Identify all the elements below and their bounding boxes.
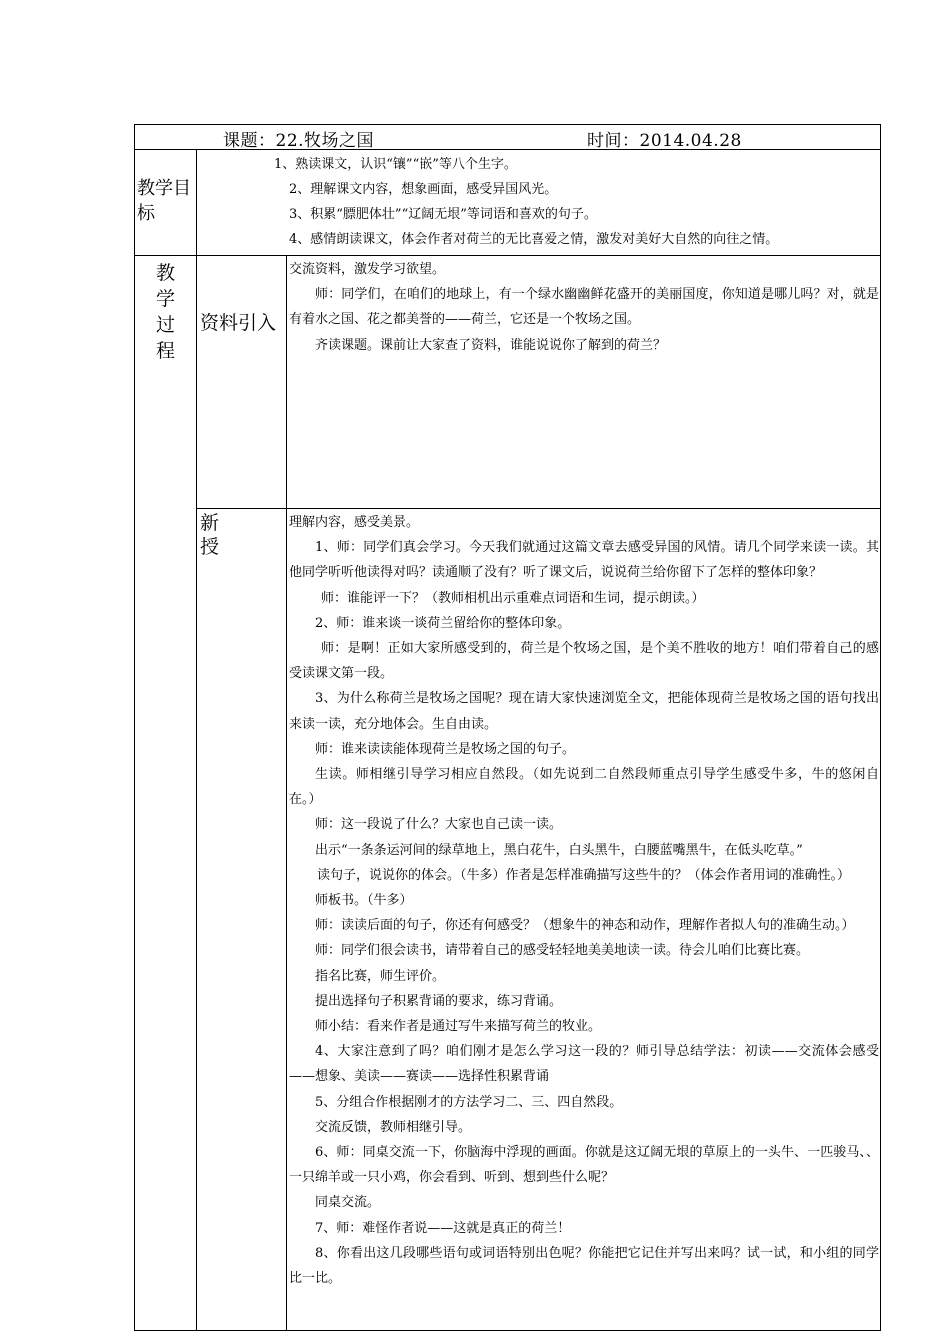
content-line: 师：同学们，在咱们的地球上，有一个绿水幽幽鲜花盛开的美丽国度，你知道是哪儿吗？对，就是有着水之国、花之都美誉的——荷兰，它还是一个牧场之国。 — [289, 287, 880, 328]
content-line: 2、师：谁来谈一谈荷兰留给你的整体印象。 — [315, 615, 571, 631]
content-line: 提出选择句子积累背诵的要求，练习背诵。 — [315, 993, 563, 1009]
lesson-title: 课题：22.牧场之国 — [223, 131, 375, 151]
goals-row — [135, 150, 881, 256]
content-line: 读句子，说说你的体会。（牛多）作者是怎样准确描写这些牛的？（体会作者用词的准确性。） — [317, 867, 851, 883]
content-line: 8、你看出这几段哪些语句或词语特别出色呢？你能把它记住并写出来吗？试一试，和小组的同学比一比。 — [289, 1245, 880, 1287]
goal-item: 2、理解课文内容，想象画面，感受异国风光。 — [289, 182, 558, 197]
process-heading-char: 程 — [155, 340, 175, 362]
content-line: 3、为什么称荷兰是牧场之国呢？现在请大家快速浏览全文，把能体现荷兰是牧场之国的语句找出来读一读，充分地体会。生自由读。 — [289, 691, 880, 732]
process-row-intro — [135, 256, 881, 509]
process-heading-char: 过 — [155, 314, 175, 336]
process-heading-char: 教 — [155, 262, 175, 284]
goal-item: 1、熟读课文，认识“镶”“嵌”等八个生字。 — [274, 157, 517, 172]
content-line: 同桌交流。 — [315, 1195, 381, 1211]
content-line: 1、师：同学们真会学习。今天我们就通过这篇文章去感受异国的风情。请几个同学来读一读。其他同学听听他读得对吗？读通顺了没有？听了课文后，说说荷兰给你留下了怎样的整体印象？ — [289, 540, 880, 581]
content-line: 交流反馈，教师相继引导。 — [315, 1119, 472, 1135]
content-line: 师小结：看来作者是通过写牛来描写荷兰的牧业。 — [315, 1019, 602, 1035]
content-line: 指名比赛，师生评价。 — [315, 968, 446, 984]
content-line: 5、分组合作根据刚才的方法学习二、三、四自然段。 — [315, 1094, 623, 1110]
lesson-plan-table — [134, 124, 881, 1331]
goal-item: 3、积累“膘肥体壮”“辽阔无垠”等词语和喜欢的句子。 — [289, 207, 597, 222]
goals-list — [197, 150, 881, 256]
content-line: 师板书。（牛多） — [315, 893, 413, 909]
content-line: 生读。师相继引导学习相应自然段。（如先说到二自然段师重点引导学生感受牛多，牛的悠闲自在。） — [289, 767, 880, 808]
content-line: 出示“一条条运河间的绿草地上，黑白花牛，白头黑牛，白腰蓝嘴黑牛，在低头吃草。” — [315, 842, 803, 858]
content-line: 师：谁来读读能体现荷兰是牧场之国的句子。 — [315, 741, 576, 757]
content-line: 4、大家注意到了吗？咱们刚才是怎么学习这一段的？师引导总结学法：初读——交流体会感受——想象、美读——赛读——选择性积累背诵 — [289, 1044, 880, 1085]
content-line: 7、师：难怪作者说——这就是真正的荷兰！ — [315, 1220, 571, 1236]
title-cell — [135, 125, 881, 150]
title-row — [135, 125, 881, 150]
lesson-date: 时间：2014.04.28 — [587, 131, 742, 151]
section-label-new — [197, 509, 287, 1331]
process-heading — [135, 256, 197, 1331]
content-line: 师：同学们很会读书，请带着自己的感受轻轻地美美地读一读。待会儿咱们比赛比赛。 — [315, 943, 810, 959]
process-heading-char: 学 — [155, 288, 175, 310]
process-row-new — [135, 509, 881, 1331]
section-content-new — [287, 509, 881, 1331]
section-label-text: 新授 — [200, 512, 220, 558]
section-label-intro: 资料引入 — [197, 256, 287, 509]
content-line: 交流资料，激发学习欲望。 — [289, 262, 446, 277]
goal-item: 4、感情朗读课文，体会作者对荷兰的无比喜爱之情，激发对美好大自然的向往之情。 — [289, 232, 779, 247]
section-content-intro — [287, 256, 881, 509]
content-line: 齐读课题。课前让大家查了资料，谁能说说你了解到的荷兰？ — [315, 337, 667, 353]
content-line: 师：是啊！正如大家所感受到的，荷兰是个牧场之国，是个美不胜收的地方！咱们带着自己的感受读课文第一段。 — [289, 641, 880, 682]
content-line: 6、师：同桌交流一下，你脑海中浮现的画面。你就是这辽阔无垠的草原上的一头牛、一匹骏马、、一只绵羊或一只小鸡，你会看到、听到、想到些什么呢？ — [289, 1145, 880, 1186]
content-line: 理解内容，感受美景。 — [289, 515, 420, 530]
content-line: 师：读读后面的句子，你还有何感受？（想象牛的神态和动作，理解作者拟人句的准确生动。） — [315, 918, 855, 934]
goals-heading: 教学目标 — [135, 150, 197, 256]
content-line: 师：这一段说了什么？大家也自己读一读。 — [315, 817, 563, 833]
content-line: 师：谁能评一下？（教师相机出示重难点词语和生词，提示朗读。） — [321, 590, 705, 606]
